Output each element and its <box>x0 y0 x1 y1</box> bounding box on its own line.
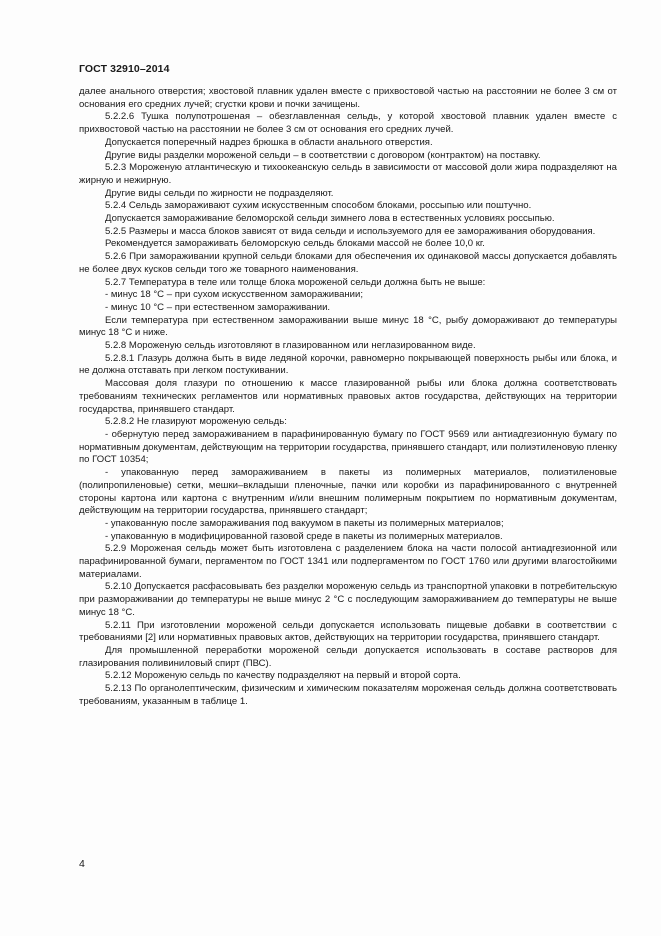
paragraph: Для промышленной переработки мороженой сельди допускается использовать в составе растворов для глазирования поливиниловый спирт (ПВС). <box>79 644 617 669</box>
paragraph: 5.2.8.1 Глазурь должна быть в виде ледяной корочки, равномерно покрывающей поверхность рыбы или блока, и не должна отставать при легком постукивании. <box>79 352 617 377</box>
paragraph: - минус 10 °С – при естественном замораживании. <box>105 301 331 313</box>
paragraph: 5.2.6 При замораживании крупной сельди блоками для обеспечения их одинаковой массы допускается добавлять не более двух кусков сельди того же товарного наименования. <box>79 251 617 275</box>
document-body <box>79 86 617 708</box>
paragraph: Допускается поперечный надрез брюшка в области анального отверстия. <box>105 136 433 148</box>
paragraph: - упакованную перед замораживанием в пакеты из полимерных материалов, полиэтиленовые (полипропиленовые) сетки, мешки–вкладыши пленочные, пачки или коробки из парафинированного с внутренней стороны картона или картона с внутренним и/или внешним полимерным покрытием по нормативным документам, действующим на территории государства, принявшего стандарт; <box>79 467 617 517</box>
paragraph: 5.2.3 Мороженую атлантическую и тихоокеанскую сельдь в зависимости от массовой доли жира подразделяют на жирную и нежирную. <box>79 162 617 186</box>
paragraph: Если температура при естественном замораживании выше минус 18 °С, рыбу домораживают до температуры минус 18 °С и ниже. <box>79 314 617 339</box>
paragraph: - упакованную после замораживания под вакуумом в пакеты из полимерных материалов; <box>105 517 504 529</box>
paragraph: 5.2.7 Температура в теле или толще блока мороженой сельди должна быть не выше: <box>105 276 486 288</box>
paragraph: 5.2.9 Мороженая сельдь может быть изготовлена с разделением блока на части полосой антиадгезионной или парафинированной бумаги, пергаментом по ГОСТ 1341 или подпергаментом по ГОСТ 1760 или другими влагостойкими материалами. <box>79 543 617 580</box>
paragraph: 5.2.4 Сельдь замораживают сухим искусственным способом блоками, россыпью или поштучно. <box>105 200 532 212</box>
paragraph: 5.2.8.2 Не глазируют мороженую сельдь: <box>105 416 287 428</box>
document-header: ГОСТ 32910–2014 <box>79 63 170 75</box>
paragraph: Допускается замораживание беломорской сельди зимнего лова в естественных условиях россыпью. <box>105 213 555 225</box>
paragraph: 5.2.5 Размеры и масса блоков зависят от вида сельди и используемого для ее замораживания оборудования. <box>105 225 596 237</box>
paragraph: Другие виды разделки мороженой сельди – в соответствии с договором (контрактом) на поставку. <box>105 149 541 161</box>
paragraph: далее анального отверстия; хвостовой плавник удален вместе с прихвостовой частью на расстоянии не более 3 см от основания его средних лучей; сгустки крови и почки зачищены. <box>79 86 617 110</box>
paragraph: - минус 18 °С – при сухом искусственном замораживании; <box>105 289 363 301</box>
page-number: 4 <box>79 858 85 870</box>
paragraph: - обернутую перед замораживанием в парафинированную бумагу по ГОСТ 9569 или антиадгезионную бумагу по нормативным документам, действующим на территории государства, принявшего стандарт, или полиэтиленовую пленку по ГОСТ 10354; <box>79 428 617 466</box>
paragraph: 5.2.12 Мороженую сельдь по качеству подразделяют на первый и второй сорта. <box>105 670 461 682</box>
paragraph: 5.2.8 Мороженую сельдь изготовляют в глазированном или неглазированном виде. <box>105 340 476 352</box>
paragraph: 5.2.10 Допускается расфасовывать без разделки мороженую сельдь из транспортной упаковки в потребительскую при размораживании до температуры не выше минус 2 °С с последующим замораживанием до температуры не выше минус 18 °С. <box>79 581 617 618</box>
paragraph: Другие виды сельди по жирности не подразделяют. <box>105 187 334 199</box>
paragraph: 5.2.2.6 Тушка полупотрошеная – обезглавленная сельдь, у которой хвостовой плавник удален вместе с прихвостовой частью на расстоянии не более 3 см от основания его средних лучей. <box>79 111 617 136</box>
paragraph: 5.2.11 При изготовлении мороженой сельди допускается использовать пищевые добавки в соответствии с требованиями [2] или нормативных правовых актов, действующих на территории государства, принявшего стандарт. <box>79 619 617 644</box>
paragraph: Рекомендуется замораживать беломорскую сельдь блоками массой не более 10,0 кг. <box>105 238 485 250</box>
paragraph: - упакованную в модифицированной газовой среде в пакеты из полимерных материалов. <box>105 530 503 542</box>
paragraph: Массовая доля глазури по отношению к массе глазированной рыбы или блока должна соответствовать требованиям технических регламентов или нормативных правовых актов государства, действующих на территории государства, принявшего стандарт. <box>79 378 617 415</box>
paragraph: 5.2.13 По органолептическим, физическим и химическим показателям мороженая сельдь должна соответствовать требованиям, указанным в таблице 1. <box>79 683 617 707</box>
